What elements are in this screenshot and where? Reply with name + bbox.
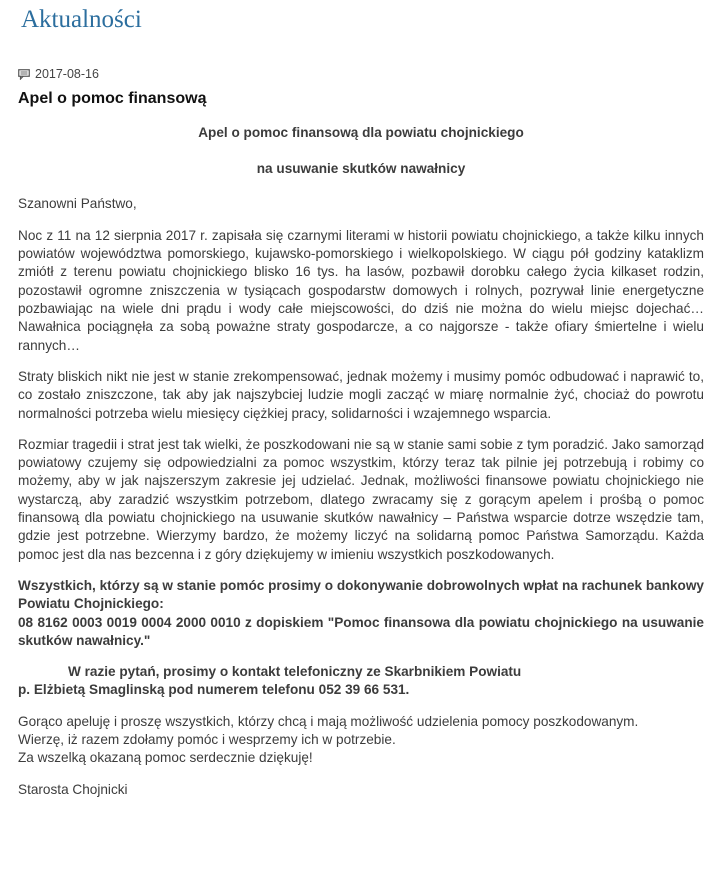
appeal-subheading: na usuwanie skutków nawałnicy <box>256 161 466 177</box>
paragraph-storm: Noc z 11 na 12 sierpnia 2017 r. zapisała się czarnymi literami w historii powiatu chojnickiego, a także kilku innych powiatów województwa pomorskiego, kujawsko-pomorskiego i wielkopolskiego. W ciągu pół godziny kataklizm zmiótł z terenu powiatu chojnickiego blisko 16 tys. ha lasów, pozbawił dorobku całego życia kilkaset rodzin, pozostawił ogromne zniszczenia w tysiącach gospodarstw domowych i rolnych, pozrywał linie energetyczne pozbawiając na wiele dni prądu i wody całe miejscowości, do dziś nie można do wielu miejsc dojechać… Nawałnica pociągnęła za sobą poważne straty gospodarcze, a co najgorsze - także ofiary śmiertelne i wielu rannych… <box>18 227 704 353</box>
closing-appeal: Gorąco apeluję i proszę wszystkich, którzy chcą i mają możliwość udzielenia pomocy poszkodowanym. <box>18 713 639 729</box>
article-date: 2017-08-16 <box>35 67 99 81</box>
comment-icon <box>18 69 30 80</box>
contact-person: p. Elżbietą Smaglinską pod numerem telefonu 052 39 66 531. <box>18 682 410 698</box>
paragraph-losses: Straty bliskich nikt nie jest w stanie zrekompensować, jednak możemy i musimy pomóc odbudować i naprawić to, co zostało zniszczone, tak aby jak najszybciej ludzie mogli zacząć w miarę normalnie żyć, chociaż do powrotu normalności potrzeba wielu miesięcy ciężkiej pracy, solidarności i wzajemnego wsparcia. <box>18 368 704 421</box>
greeting: Szanowni Państwo, <box>18 195 137 211</box>
bank-appeal: Wszystkich, którzy są w stanie pomóc prosimy o dokonywanie dobrowolnych wpłat na rachunek bankowy Powiatu Chojnickiego: <box>18 577 704 612</box>
paragraph-help: Rozmiar tragedii i strat jest tak wielki, że poszkodowani nie są w stanie sami sobie z tym poradzić. Jako samorząd powiatowy czujemy się odpowiedzialni za pomoc wszystkim, którzy teraz tak pilnie jej potrzebują i robimy co możemy, aby w jak najszerszym zakresie jej udzielać. Jednak, możliwości finansowe powiatu chojnickiego nie wystarczą, aby zaradzić wszystkim potrzebom, dlatego zwracamy się z gorącym apelem i prośbą o pomoc finansową dla powiatu chojnickiego na usuwanie skutków nawałnicy – Państwa wsparcie dotrze wszędzie tam, gdzie jest potrzebne. Wierzymy bardzo, że możemy liczyć na solidarną pomoc Państwa Samorządu. Każda pomoc jest dla nas bezcenna i z góry dziękujemy w imieniu wszystkich poszkodowanych. <box>18 436 704 562</box>
closing-belief: Wierzę, iż razem zdołamy pomóc i wesprzemy ich w potrzebie. <box>18 732 396 748</box>
section-title: Aktualności <box>21 6 142 33</box>
appeal-heading: Apel o pomoc finansową dla powiatu chojnickiego <box>198 125 524 140</box>
article-meta <box>18 67 99 81</box>
bank-account: 08 8162 0003 0019 0004 2000 0010 z dopiskiem "Pomoc finansowa dla powiatu chojnickiego na usuwanie skutków nawałnicy." <box>18 614 704 648</box>
article-title[interactable]: Apel o pomoc finansową <box>18 90 207 107</box>
signature: Starosta Chojnicki <box>18 781 128 797</box>
article-body <box>18 124 704 812</box>
closing-thanks: Za wszelką okazaną pomoc serdecznie dziękuję! <box>18 750 313 766</box>
contact-line: W razie pytań, prosimy o kontakt telefoniczny ze Skarbnikiem Powiatu <box>68 664 522 680</box>
